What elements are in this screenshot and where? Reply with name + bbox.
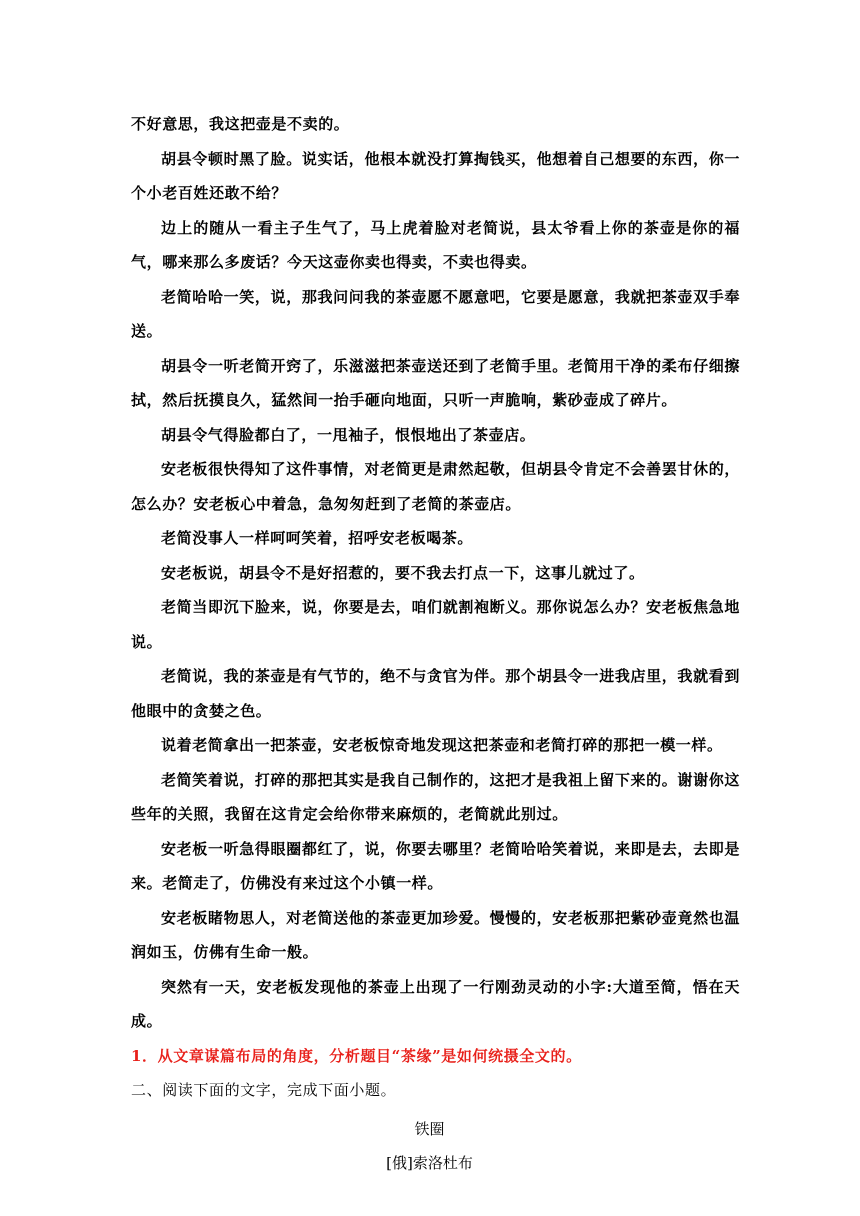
story-title: 铁圈 — [414, 1119, 445, 1138]
story-paragraph: 胡县令气得脸都白了，一甩袖子，恨恨地出了茶壶店。 — [161, 425, 536, 444]
question-1: 1．从文章谋篇布局的角度，分析题目“茶缘”是如何统摄全文的。 — [131, 1046, 582, 1065]
story-paragraph: 突然有一天，安老板发现他的茶壶上出现了一行刚劲灵动的小字:大道至简，悟在天成。 — [131, 977, 740, 1030]
story-body — [131, 107, 740, 1039]
story-paragraph: 老简说，我的茶壶是有气节的，绝不与贪官为伴。那个胡县令一进我店里，我就看到他眼中的贪婪之色。 — [131, 667, 740, 720]
story-paragraph: 安老板很快得知了这件事情，对老简更是肃然起敬，但胡县令肯定不会善罢甘休的，怎么办？安老板心中着急，急匆匆赶到了老简的茶壶店。 — [131, 460, 740, 513]
story-paragraph: 老简当即沉下脸来，说，你要是去，咱们就割袍断义。那你说怎么办？安老板焦急地说。 — [131, 598, 740, 651]
section-heading: 二、阅读下面的文字，完成下面小题。 — [131, 1081, 397, 1099]
story-paragraph: 胡县令顿时黑了脸。说实话，他根本就没打算掏钱买，他想着自己想要的东西，你一个小老百姓还敢不给？ — [131, 149, 740, 202]
story-paragraph: 安老板一听急得眼圈都红了，说，你要去哪里？老简哈哈笑着说，来即是去，去即是来。老简走了，仿佛没有来过这个小镇一样。 — [131, 839, 740, 892]
story-paragraph: 边上的随从一看主子生气了，马上虎着脸对老简说，县太爷看上你的茶壶是你的福气，哪来那么多废话？今天这壶你卖也得卖，不卖也得卖。 — [131, 218, 740, 271]
story-paragraph: 老简没事人一样呵呵笑着，招呼安老板喝茶。 — [161, 529, 474, 547]
story-paragraph: 说着老简拿出一把茶壶，安老板惊奇地发现这把茶壶和老简打碎的那把一模一样。 — [161, 736, 723, 754]
story-paragraph: 安老板说，胡县令不是好招惹的，要不我去打点一下，这事儿就过了。 — [161, 563, 645, 582]
story-paragraph: 安老板睹物思人，对老简送他的茶壶更加珍爱。慢慢的，安老板那把紫砂壶竟然也温润如玉，仿佛有生命一般。 — [131, 908, 740, 961]
story-paragraph: 不好意思，我这把壶是不卖的。 — [131, 115, 350, 133]
story-paragraph: 老简哈哈一笑，说，那我问问我的茶壶愿不愿意吧，它要是愿意，我就把茶壶双手奉送。 — [131, 287, 740, 340]
story-paragraph: 老简笑着说，打碎的那把其实是我自己制作的，这把才是我祖上留下来的。谢谢你这些年的关照，我留在这肯定会给你带来麻烦的，老简就此别过。 — [131, 770, 740, 823]
story-paragraph: 胡县令一听老简开窍了，乐滋滋把茶壶送还到了老简手里。老简用干净的柔布仔细擦拭，然后抚摸良久，猛然间一抬手砸向地面，只听一声脆响，紫砂壶成了碎片。 — [131, 356, 740, 409]
story-author: [俄]索洛杜布 — [386, 1154, 473, 1172]
